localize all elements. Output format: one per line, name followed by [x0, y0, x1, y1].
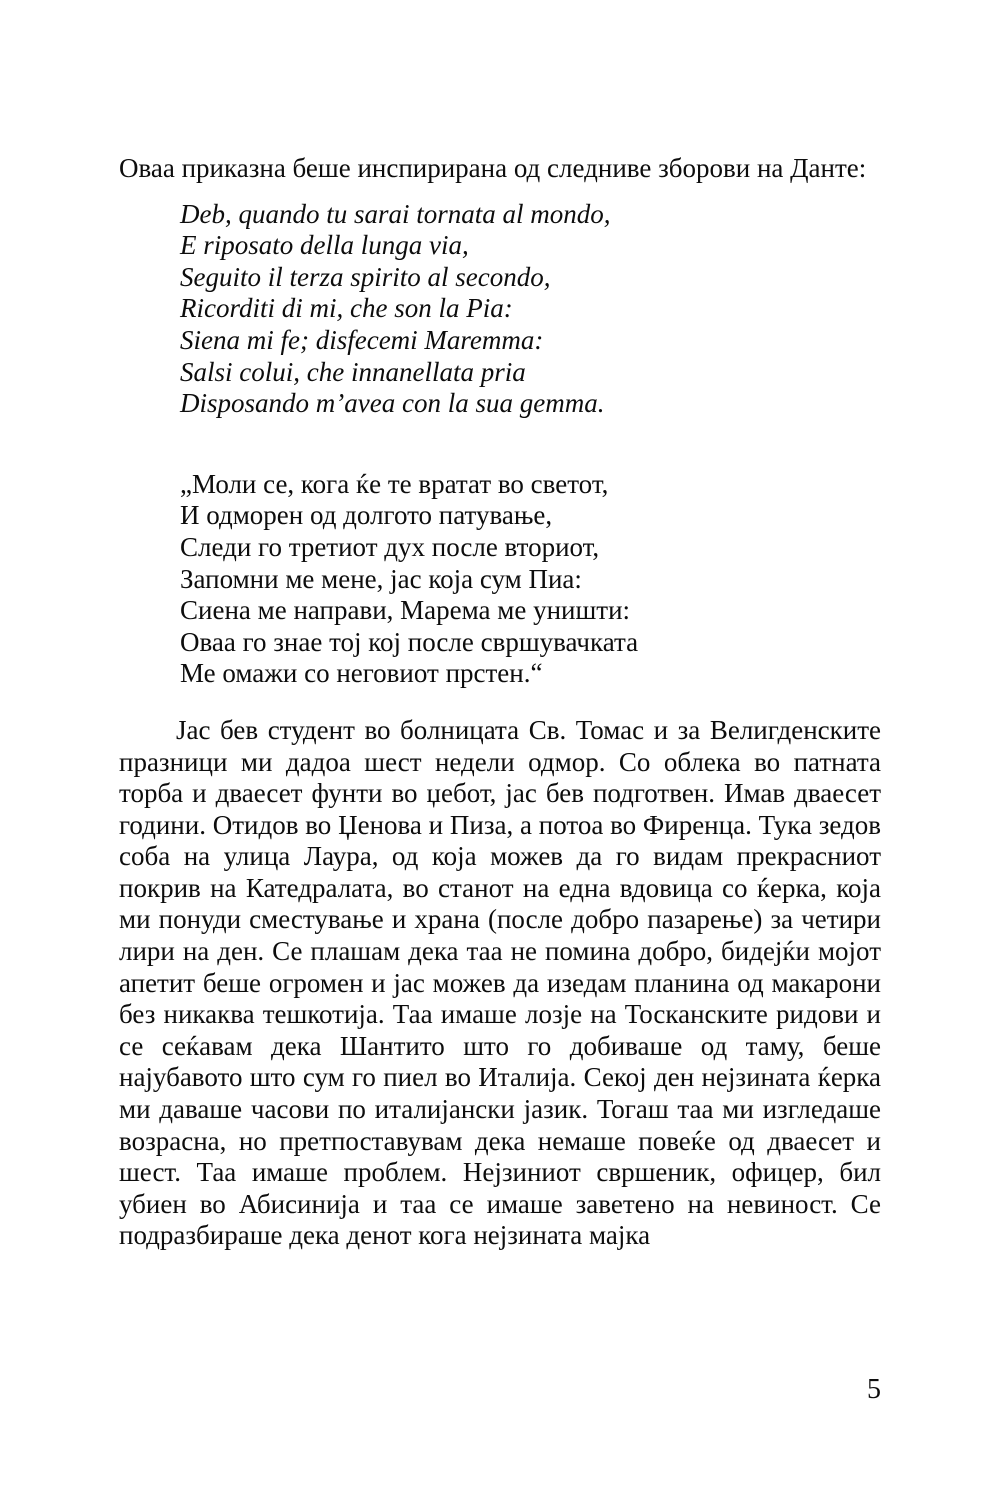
verse-line: Seguito il terza spirito al secondo, — [180, 261, 551, 292]
verse-line: „Моли се, кога ќе те вратат во светот, — [180, 468, 609, 499]
verse-line: Salsi colui, che innanellata pria — [180, 356, 526, 387]
body-paragraph: Јас бев студент во болницата Св. Томас и за Велигденските празници ми дадоа шест недели одмор. Со облека во патната торба и дваесет фунти во џебот, јас бев подготвен. Имав дваесет години. Отидов во Џенова и Пиза, а потоа во Фиренца. Тука зедов соба на улица Лаура, од која можев да го видам прекрасниот покрив на Катедралата, во станот на една вдовица со ќерка, која ми понуди сместување и храна (после добро пазарење) за четири лири на ден. Се плашам дека таа не помина добро, бидејќи мојот апетит беше огромен и јас можев да изедам планина од макарони без никаква тешкотија. Таа имаше лозје на Тосканските ридови и се сеќавам дека Шантито што го добиваше од таму, беше најубавото што сум го пиел во Италија. Секој ден нејзината ќерка ми даваше часови по италијански јазик. Тогаш таа ми изгледаше возрасна, но претпоставувам дека немаше повеќе од дваесет и шест. Таа имаше проблем. Нејзиниот свршеник, офицер, бил убиен во Абисинија и таа се имаше заветено на невиност. Се подразбираше дека денот кога нејзината мајка — [119, 714, 881, 1251]
dante-quote-macedonian-translation — [180, 469, 881, 690]
verse-line: Сиена ме направи, Марема ме уништи: — [180, 595, 631, 626]
dante-quote-italian — [180, 199, 881, 420]
page-content — [119, 153, 881, 1252]
verse-line: Ме омажи со неговиот прстен.“ — [180, 658, 543, 689]
verse-line: И одморен од долгото патување, — [180, 500, 553, 531]
verse-line: Deb, quando tu sarai tornata al mondo, — [180, 198, 611, 229]
page-number: 5 — [867, 1374, 881, 1405]
verse-line: Запомни ме мене, јас која сум Пиа: — [180, 563, 582, 594]
verse-line: Оваа го знае тој кој после свршувачката — [180, 626, 639, 657]
verse-line: Следи го третиот дух после вториот, — [180, 531, 600, 562]
verse-line: Disposando m’avea con la sua gemma. — [180, 388, 605, 419]
verse-line: E riposato della lunga via, — [180, 230, 469, 261]
verse-line: Ricorditi di mi, che son la Pia: — [180, 293, 513, 324]
verse-line: Siena mi fe; disfecemi Maremma: — [180, 324, 544, 355]
intro-paragraph: Оваа приказна беше инспирирана од следниве зборови на Данте: — [119, 153, 867, 183]
